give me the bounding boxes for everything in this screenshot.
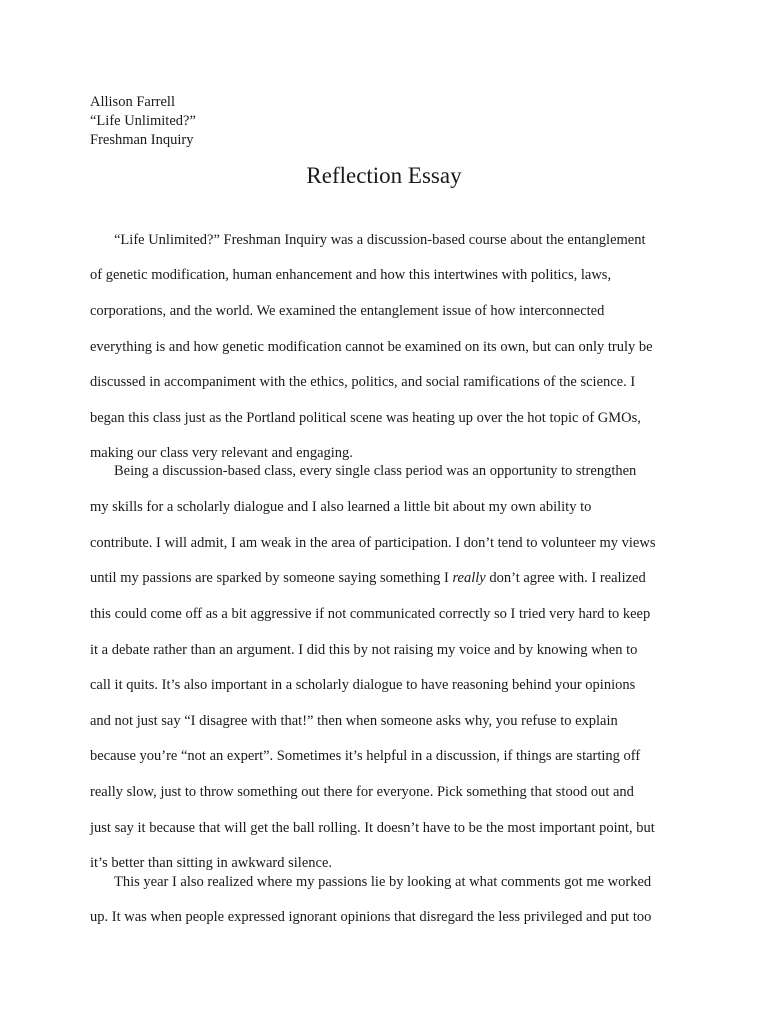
paragraph-1-line: everything is and how genetic modification cannot be examined on its own, but can only truly be (90, 339, 653, 355)
document-header (90, 93, 196, 150)
paragraph-2-line (90, 569, 646, 587)
line-text: don’t agree with. I realized (485, 570, 646, 586)
paragraph-2-line: it a debate rather than an argument. I did this by not raising my voice and by knowing when to (90, 642, 638, 658)
course-type: Freshman Inquiry (90, 132, 194, 148)
author-name: Allison Farrell (90, 94, 175, 110)
paragraph-2-line: my skills for a scholarly dialogue and I also learned a little bit about my own ability to (90, 499, 592, 515)
paragraph-2-line: Being a discussion-based class, every single class period was an opportunity to strengthen (114, 463, 637, 479)
paragraph-2-line: call it quits. It’s also important in a scholarly dialogue to have reasoning behind your opinions (90, 677, 636, 693)
paragraph-1-line: making our class very relevant and engaging. (90, 445, 353, 461)
paragraph-2-line: because you’re “not an expert”. Sometimes it’s helpful in a discussion, if things are starting off (90, 748, 641, 764)
paragraph-2-line: contribute. I will admit, I am weak in the area of participation. I don’t tend to volunteer my views (90, 535, 656, 551)
essay-title: Reflection Essay (306, 163, 462, 188)
paragraph-3-line: This year I also realized where my passions lie by looking at what comments got me worked (114, 874, 652, 890)
line-text: until my passions are sparked by someone saying something I (90, 570, 453, 586)
paragraph-1-line: of genetic modification, human enhancement and how this intertwines with politics, laws, (90, 267, 612, 283)
course-title: “Life Unlimited?” (90, 113, 196, 129)
emphasized-word: really (452, 570, 486, 586)
paragraph-1-line: “Life Unlimited?” Freshman Inquiry was a discussion-based course about the entanglement (114, 232, 646, 248)
paragraph-2-line: this could come off as a bit aggressive if not communicated correctly so I tried very hard to keep (90, 606, 651, 622)
paragraph-1-line: corporations, and the world. We examined the entanglement issue of how interconnected (90, 303, 605, 319)
paragraph-2-line: really slow, just to throw something out there for everyone. Pick something that stood out and (90, 784, 634, 800)
paragraph-2-line: and not just say “I disagree with that!” then when someone asks why, you refuse to explain (90, 713, 618, 729)
paragraph-1-line: began this class just as the Portland political scene was heating up over the hot topic of GMOs, (90, 410, 641, 426)
paragraph-3-line: up. It was when people expressed ignorant opinions that disregard the less privileged and put too (90, 909, 652, 925)
paragraph-2-line: it’s better than sitting in awkward silence. (90, 855, 333, 871)
paragraph-2-line: just say it because that will get the ball rolling. It doesn’t have to be the most important point, but (90, 820, 655, 836)
paragraph-1-line: discussed in accompaniment with the ethics, politics, and social ramifications of the science. I (90, 374, 636, 390)
